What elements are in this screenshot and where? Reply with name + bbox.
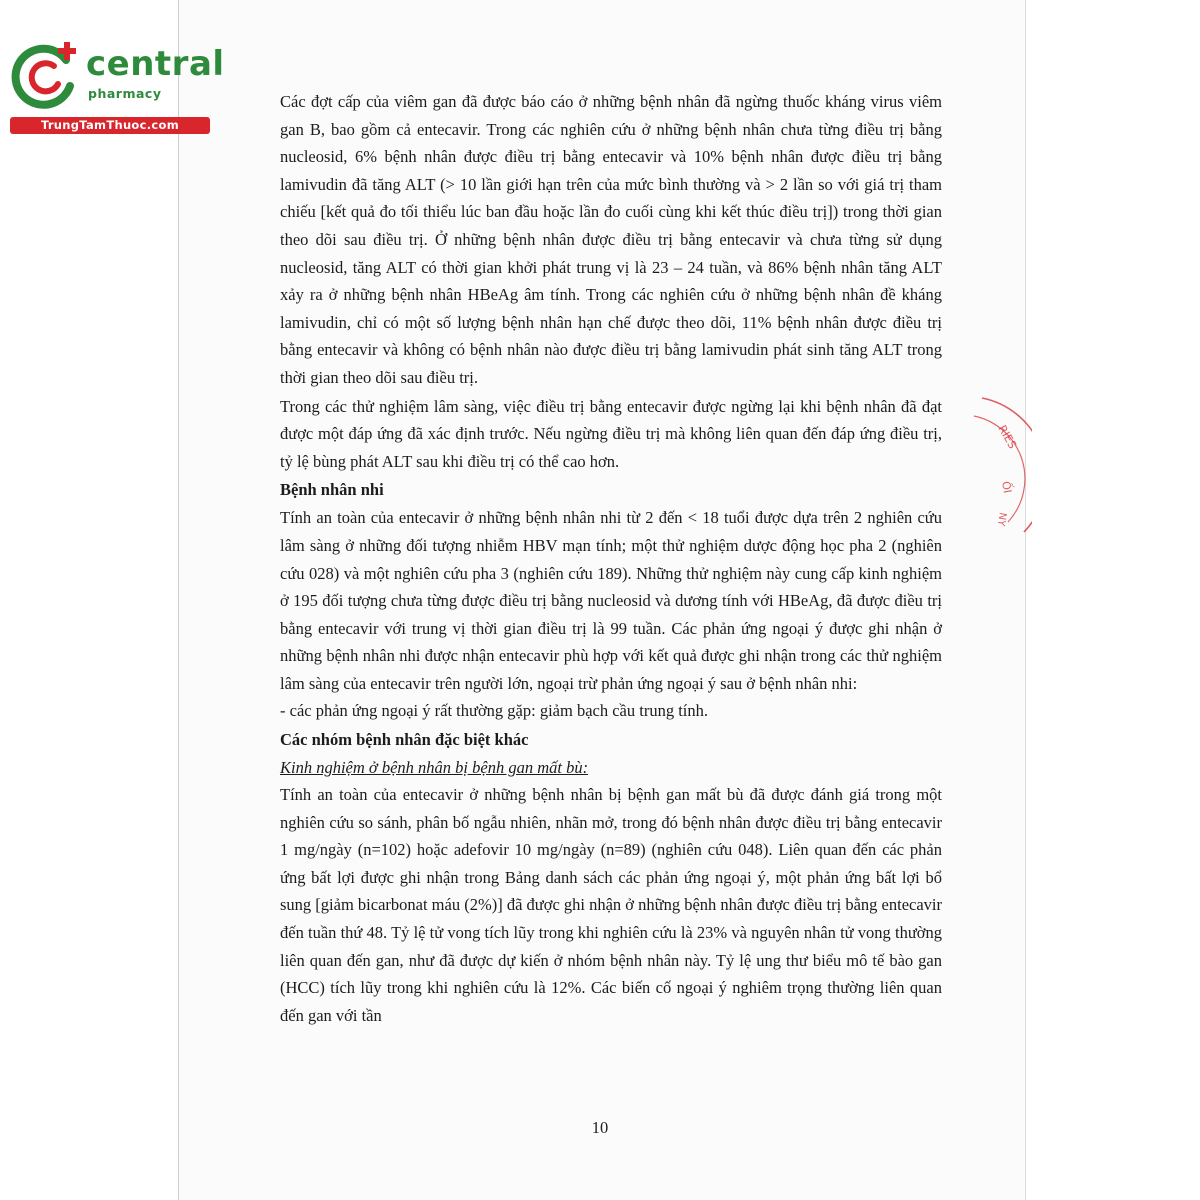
subheading-decompensated-liver: Kinh nghiệm ở bệnh nhân bị bệnh gan mất bù: <box>280 758 589 778</box>
brand-subtitle: pharmacy <box>88 86 162 101</box>
stamp-text-3: NY <box>994 511 1008 527</box>
heading-pediatric: Bệnh nhân nhi <box>280 480 384 500</box>
brand-website-banner: TrungTamThuoc.com <box>10 117 210 134</box>
official-stamp <box>972 392 1032 542</box>
page-number: 10 <box>591 1118 609 1137</box>
stamp-text-1: RIES <box>995 423 1020 452</box>
bullet-neutropenia: - các phản ứng ngoại ý rất thường gặp: giảm bạch cầu trung tính. <box>280 701 708 721</box>
stamp-text-2: ỐI <box>999 480 1014 495</box>
pharmacy-cross-icon <box>8 36 86 114</box>
heading-special-populations: Các nhóm bệnh nhân đặc biệt khác <box>280 730 529 750</box>
brand-name: central <box>86 44 225 84</box>
document-body <box>280 88 942 1029</box>
paragraph-decompensated-liver: Tính an toàn của entecavir ở những bệnh nhân bị bệnh gan mất bù đã được đánh giá trong một nghiên cứu so sánh, phân bố ngẫu nhiên, nhãn mở, trong đó bệnh nhân được điều trị bằng entecavir 1 mg/ngày (n=102) hoặc adefovir 10 mg/ngày (n=89) (nghiên cứu 048). Liên quan đến các phản ứng bất lợi được ghi nhận trong Bảng danh sách các phản ứng ngoại ý, một phản ứng bất lợi bổ sung [giảm bicarbonat máu (2%)] đã được ghi nhận ở những bệnh nhân được điều trị bằng entecavir đến tuần thứ 48. Tỷ lệ tử vong tích lũy trong khi nghiên cứu là 23% và nguyên nhân tử vong thường liên quan đến gan, như đã được dự kiến ở nhóm bệnh nhân này. Tỷ lệ ung thư biểu mô tế bào gan (HCC) tích lũy trong khi nghiên cứu là 12%. Các biến cố ngoại ý nghiêm trọng thường liên quan đến gan với tần <box>280 785 942 1025</box>
paragraph-alt-flares: Các đợt cấp của viêm gan đã được báo cáo ở những bệnh nhân đã ngừng thuốc kháng virus viêm gan B, bao gồm cả entecavir. Trong các nghiên cứu ở những bệnh nhân chưa từng điều trị bằng nucleosid, 6% bệnh nhân được điều trị bằng entecavir và 10% bệnh nhân được điều trị bằng lamivudin đã tăng ALT (> 10 lần giới hạn trên của mức bình thường và > 2 lần so với giá trị tham chiếu [kết quả đo tối thiểu lúc ban đầu hoặc lần đo cuối cùng khi kết thúc điều trị]) trong thời gian theo dõi sau điều trị. Ở những bệnh nhân được điều trị bằng entecavir và chưa từng sử dụng nucleosid, tăng ALT có thời gian khởi phát trung vị là 23 – 24 tuần, và 86% bệnh nhân tăng ALT xảy ra ở những bệnh nhân HBeAg âm tính. Trong các nghiên cứu ở những bệnh nhân đề kháng lamivudin, chỉ có một số lượng bệnh nhân hạn chế được theo dõi, 11% bệnh nhân được điều trị bằng entecavir và không có bệnh nhân nào được điều trị bằng lamivudin phát sinh tăng ALT trong thời gian theo dõi sau điều trị. <box>280 92 942 387</box>
central-pharmacy-logo[interactable] <box>8 34 225 138</box>
paragraph-clinical-trials: Trong các thử nghiệm lâm sàng, việc điều trị bằng entecavir được ngừng lại khi bệnh nhân đã đạt được một đáp ứng đã xác định trước. Nếu ngừng điều trị mà không liên quan đến đáp ứng điều trị, tỷ lệ bùng phát ALT sau khi điều trị có thể cao hơn. <box>280 396 942 471</box>
paragraph-pediatric-safety: Tính an toàn của entecavir ở những bệnh nhân nhi từ 2 đến < 18 tuổi được dựa trên 2 nghiên cứu lâm sàng ở những đối tượng nhiễm HBV mạn tính; một thử nghiệm dược động học pha 2 (nghiên cứu 028) và một nghiên cứu pha 3 (nghiên cứu 189). Những thử nghiệm này cung cấp kinh nghiệm ở 195 đối tượng chưa từng được điều trị bằng nucleosid và dương tính với HBeAg, đã được điều trị bằng entecavir với trung vị thời gian điều trị là 99 tuần. Các phản ứng ngoại ý được ghi nhận ở những bệnh nhân nhi được nhận entecavir phù hợp với kết quả được ghi nhận trong các thử nghiệm lâm sàng của entecavir trên người lớn, ngoại trừ phản ứng ngoại ý sau ở bệnh nhân nhi: <box>280 508 942 693</box>
